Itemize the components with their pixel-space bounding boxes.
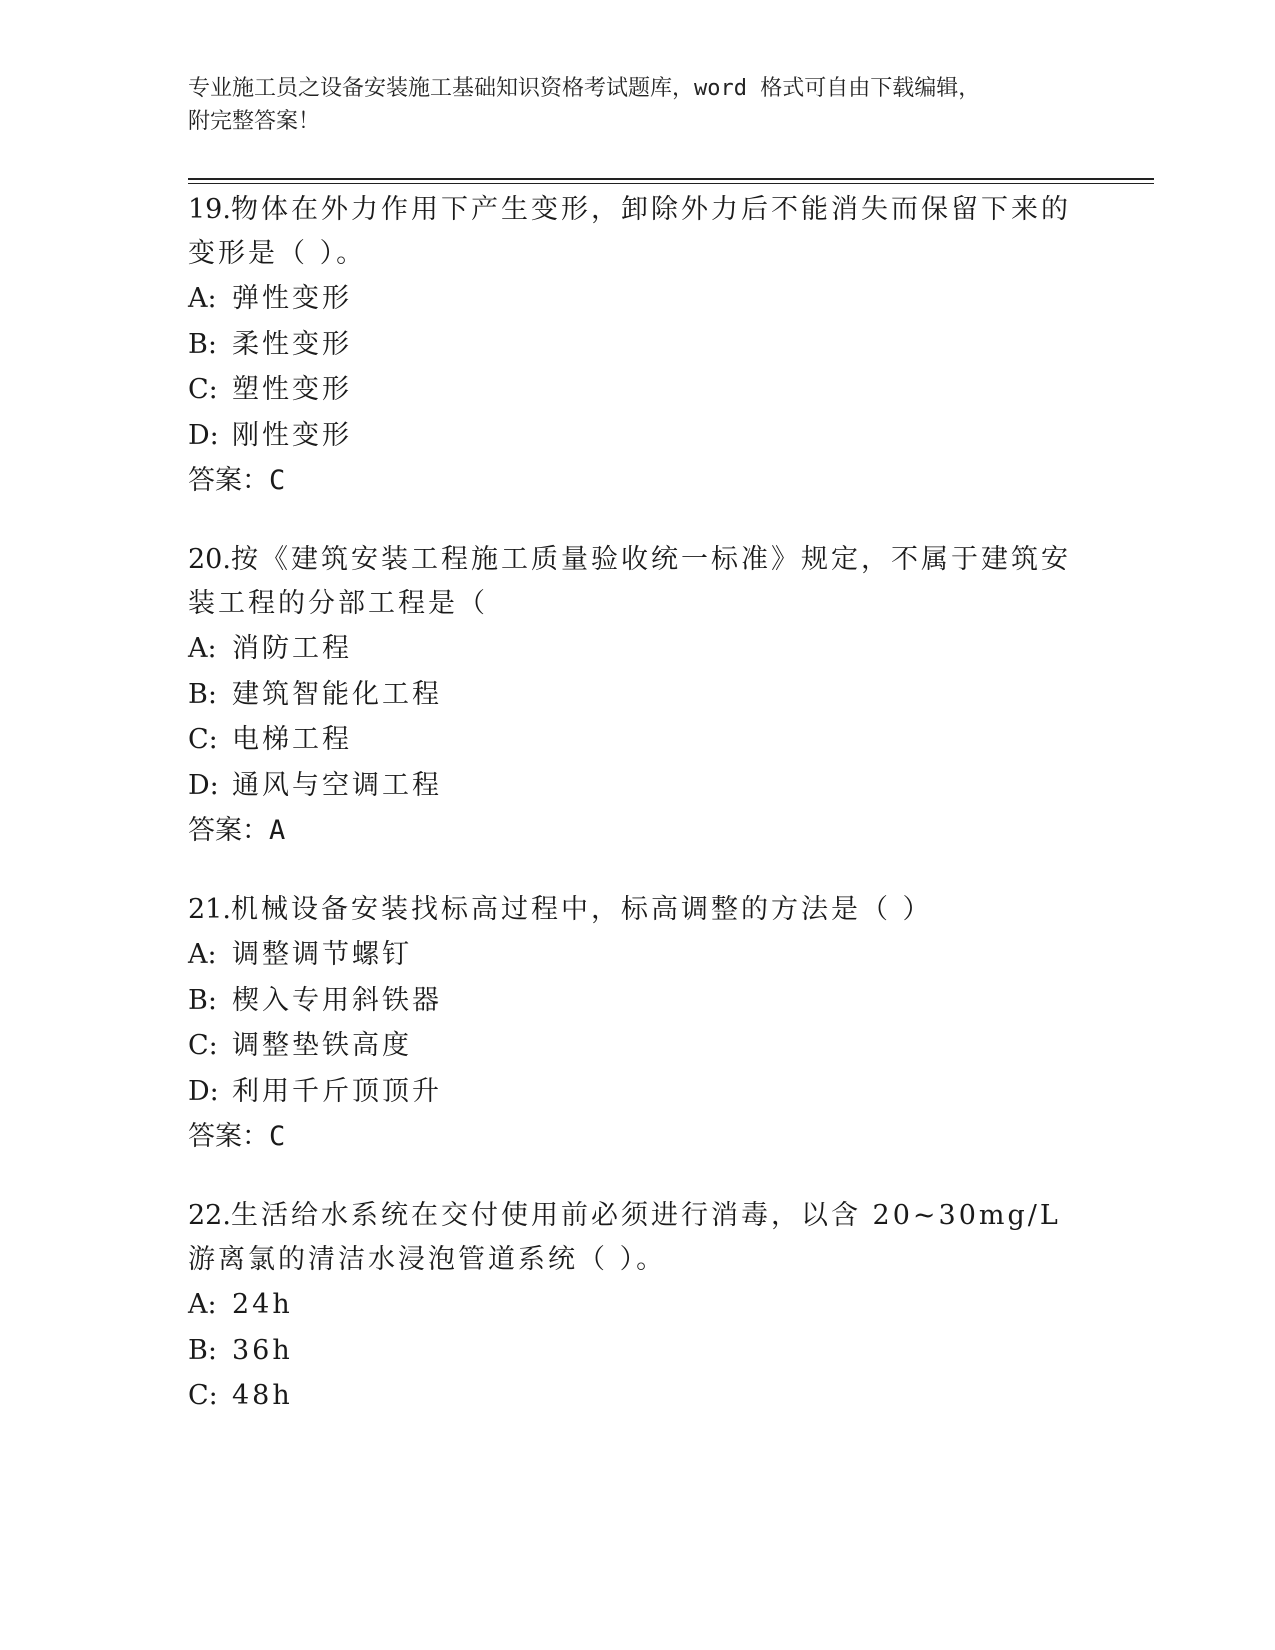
option-b xyxy=(188,672,1088,718)
option-text: 消防工程 xyxy=(232,633,352,664)
option-key: B: xyxy=(188,678,217,710)
question-text: 按《建筑安装工程施工质量验收统一标准》规定，不属于建筑安装工程的分部工程是（ xyxy=(188,544,1071,619)
option-text: 弹性变形 xyxy=(232,283,352,314)
answer-label: 答案： xyxy=(188,465,269,496)
option-text: 调整垫铁高度 xyxy=(232,1030,412,1061)
option-key: C: xyxy=(188,1030,218,1061)
question-text: 物体在外力作用下产生变形，卸除外力后不能消失而保留下来的变形是（ ）。 xyxy=(188,194,1071,269)
option-text: 刚性变形 xyxy=(232,419,352,451)
option-key: C: xyxy=(188,1380,218,1411)
option-key: A: xyxy=(188,283,217,314)
question-text: 生活给水系统在交付使用前必须进行消毒，以含 20~30mg/L 游离氯的清洁水浸泡管道系统（ ）。 xyxy=(188,1200,1061,1275)
option-a xyxy=(188,932,1088,978)
question-stem xyxy=(188,188,1088,276)
option-c xyxy=(188,1373,1088,1419)
question-list xyxy=(188,188,1088,1453)
option-key: B: xyxy=(188,984,217,1016)
option-key: A: xyxy=(188,939,217,970)
answer-line xyxy=(188,808,1088,854)
option-b xyxy=(188,1328,1088,1374)
question-number: 19. xyxy=(188,194,231,225)
header-divider-thin xyxy=(188,183,1154,184)
document-header xyxy=(188,72,1088,138)
question-stem xyxy=(188,888,1088,932)
option-text: 楔入专用斜铁器 xyxy=(232,984,442,1016)
question-number: 20. xyxy=(188,544,231,575)
question-number: 21. xyxy=(188,894,231,925)
answer-value: A xyxy=(269,815,286,846)
option-d xyxy=(188,1069,1088,1115)
option-text: 柔性变形 xyxy=(232,328,352,360)
option-key: B: xyxy=(188,1334,217,1366)
option-d xyxy=(188,763,1088,809)
question-stem xyxy=(188,538,1088,626)
option-key: A: xyxy=(188,1289,217,1320)
answer-label: 答案： xyxy=(188,815,269,846)
option-text: 塑性变形 xyxy=(232,374,352,405)
option-key: C: xyxy=(188,374,218,405)
option-key: A: xyxy=(188,633,217,664)
answer-line xyxy=(188,1114,1088,1160)
option-text: 电梯工程 xyxy=(232,724,352,755)
option-key: B: xyxy=(188,328,217,360)
answer-line xyxy=(188,458,1088,504)
header-divider-thick xyxy=(188,178,1154,180)
option-text: 36h xyxy=(232,1334,293,1366)
header-line-1: 专业施工员之设备安装施工基础知识资格考试题库，word 格式可自由下载编辑， xyxy=(188,76,981,101)
option-key: D: xyxy=(188,769,219,801)
option-c xyxy=(188,367,1088,413)
answer-value: C xyxy=(269,465,286,496)
option-a xyxy=(188,626,1088,672)
question-21 xyxy=(188,888,1088,1160)
option-text: 调整调节螺钉 xyxy=(232,939,412,970)
question-20 xyxy=(188,538,1088,854)
option-text: 建筑智能化工程 xyxy=(232,678,442,710)
option-d xyxy=(188,413,1088,459)
option-b xyxy=(188,322,1088,368)
header-line-2: 附完整答案！ xyxy=(188,109,321,134)
answer-value: C xyxy=(269,1121,286,1152)
answer-label: 答案： xyxy=(188,1121,269,1152)
option-a xyxy=(188,276,1088,322)
option-text: 48h xyxy=(232,1380,293,1411)
option-text: 通风与空调工程 xyxy=(232,769,442,801)
question-22 xyxy=(188,1194,1088,1419)
option-key: C: xyxy=(188,724,218,755)
option-b xyxy=(188,978,1088,1024)
question-text: 机械设备安装找标高过程中，标高调整的方法是（ ） xyxy=(230,894,933,925)
option-key: D: xyxy=(188,419,219,451)
question-stem xyxy=(188,1194,1088,1282)
option-text: 利用千斤顶顶升 xyxy=(232,1075,442,1107)
option-c xyxy=(188,1023,1088,1069)
question-19 xyxy=(188,188,1088,504)
option-a xyxy=(188,1282,1088,1328)
question-number: 22. xyxy=(188,1200,231,1231)
option-key: D: xyxy=(188,1075,219,1107)
option-c xyxy=(188,717,1088,763)
option-text: 24h xyxy=(232,1289,293,1320)
